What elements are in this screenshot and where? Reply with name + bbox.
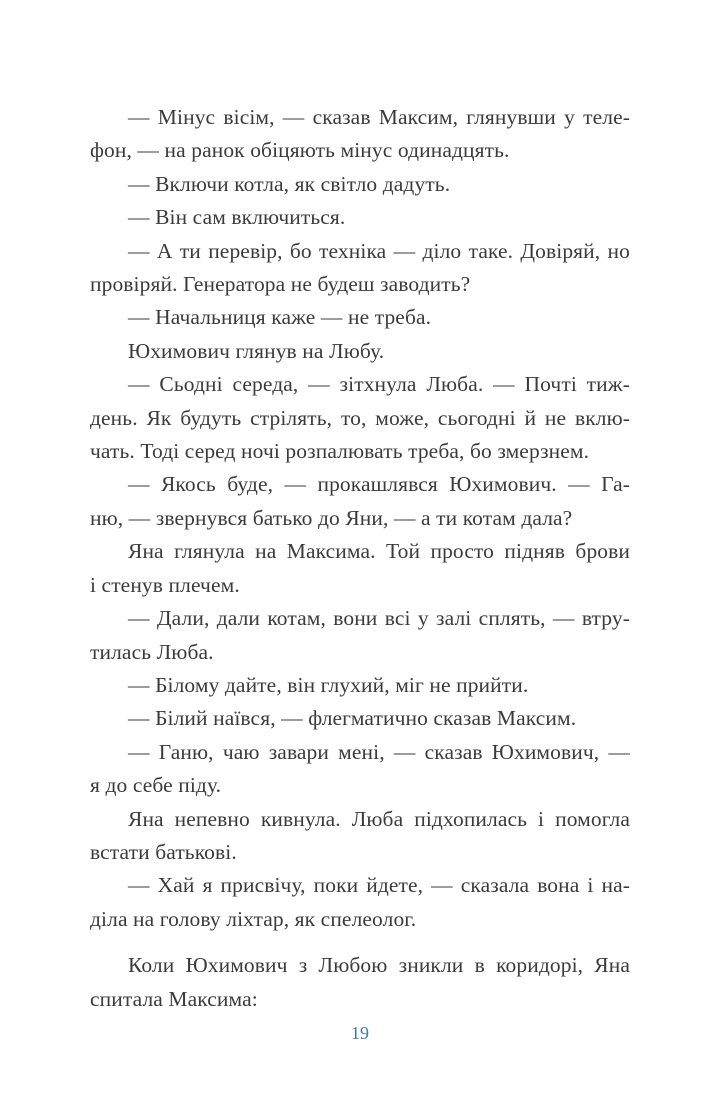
text-line: — Мінус вісім, — сказав Максим, глянувши у теле- [128,105,630,129]
text-line: — А ти перевір, бо техніка — діло таке. Довіряй, но [128,238,630,263]
text-line: чать. Тоді серед ночі розпалювать треба, бо змерзнем. [90,439,590,464]
page-number: 19 [351,1023,369,1043]
book-text [90,101,630,1016]
paragraph [90,335,630,368]
text-line: — Сьодні середа, — зітхнула Люба. — Почті тиж- [128,372,630,397]
text-line: провіряй. Генератора не будеш заводить? [90,272,471,297]
text-line: я до себе піду. [90,773,222,798]
text-line: Яна непевно кивнула. Люба підхопилась і помогла [128,806,630,831]
paragraph [90,602,630,669]
paragraph [90,301,630,334]
text-line: — Ганю, чаю завари мені, — сказав Юхимович, — [128,739,630,764]
text-line: Яна глянула на Максима. Той просто підняв брови [128,539,630,564]
paragraph [90,869,630,936]
text-line: діла на голову ліхтар, як спелеолог. [90,906,417,931]
text-line: — Якось буде, — прокашлявся Юхимович. — Га- [128,472,630,497]
paragraph [90,101,630,168]
text-line: — Білий наївся, — флегматично сказав Максим. [128,706,577,731]
text-line: — Дали, дали котам, вони всі у залі сплять, — втру- [128,606,630,631]
text-line: ню, — звернувся батько до Яни, — а ти котам дала? [90,505,573,530]
text-line: — Хай я присвічу, поки йдете, — сказала вона і на- [128,873,630,898]
text-line: — Білому дайте, він глухий, міг не прийти. [128,672,529,697]
paragraph [90,736,630,803]
text-line: — Включи котла, як світло дадуть. [128,171,451,196]
paragraph [90,949,630,1016]
paragraph [90,669,630,702]
paragraph [90,702,630,735]
paragraph [90,368,630,468]
text-line: Коли Юхимович з Любою зникли в коридорі, Яна [128,953,630,978]
text-line: фон, — на ранок обіцяють мінус одинадцять. [90,138,510,163]
text-line: і стенув плечем. [90,572,240,597]
paragraph [90,201,630,234]
paragraph [90,168,630,201]
paragraph [90,468,630,535]
text-line: день. Як будуть стрілять, то, може, сьогодні й не вклю- [90,405,630,430]
paragraph [90,235,630,302]
text-line: спитала Максима: [90,986,258,1011]
paragraph [90,803,630,870]
text-line: — Він сам включиться. [128,205,346,230]
text-line: — Начальниця каже — не треба. [128,305,432,330]
text-line: тилась Люба. [90,639,214,664]
text-line: Юхимович глянув на Любу. [128,338,385,363]
text-line: встати батькові. [90,839,237,864]
paragraph [90,535,630,602]
